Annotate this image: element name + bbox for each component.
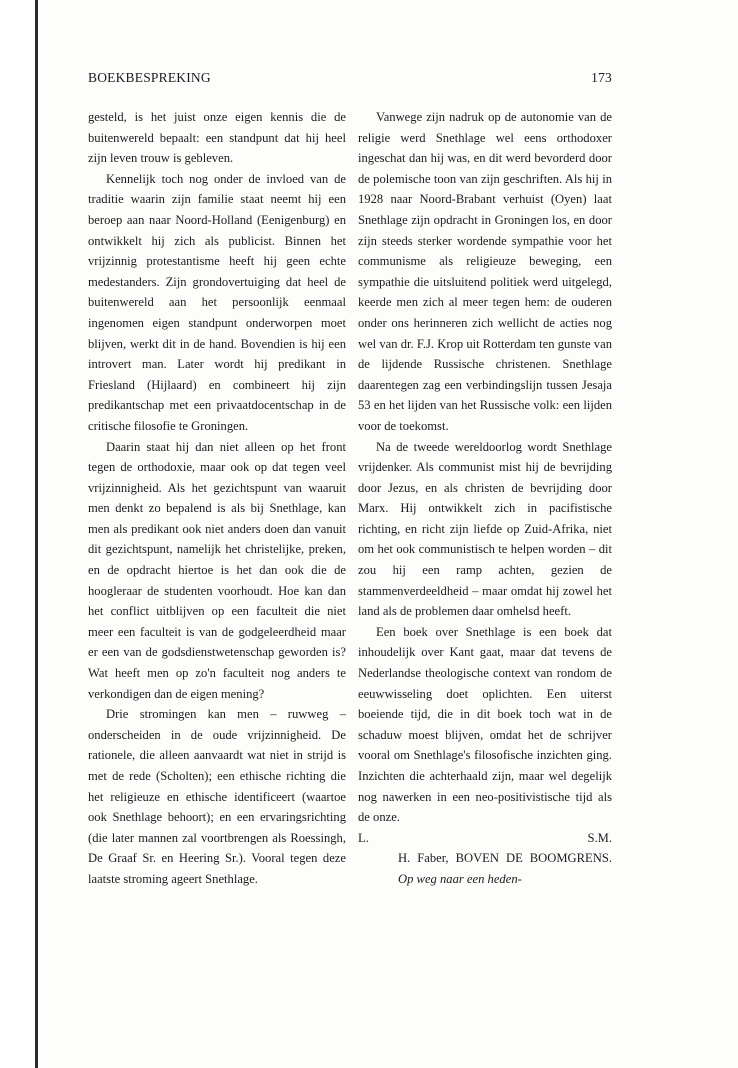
- paragraph: Daarin staat hij dan niet alleen op het front tegen de orthodoxie, maar ook op dat tegen veel vrijzinnigheid. Als het gezichtspunt van waaruit men denkt zo bepalend is als bij Snethlage, kan men als predikant ook niet anders doen dan vanuit dit gezichtspunt, namelijk het christelijke, preken, en de opdracht hiertoe is het dan ook die de hoogleraar de studenten voorhoudt. Hoe kan dan het conflict uitblijven op een faculteit die niet meer een faculteit is van de godgeleerdheid maar er een van de godsdienstwetenschap geworden is? Wat heeft men op zo'n faculteit nog anders te verkondigen dan de eigen mening?: [88, 439, 346, 701]
- paragraph: Drie stromingen kan men – ruwweg – onderscheiden in de oude vrijzinnigheid. De rationele, die alleen aanvaardt wat niet in strijd is met de rede (Scholten); een ethische richting die het religieuze en ethische identificeert (waartoe ook Snethlage behoort); en een ervaringsrichting (die later mannen zal voortbrengen als Roessingh, De Graaf Sr. en Heering Sr.). Vooral tegen deze laatste stroming ageert Snethlage.: [88, 707, 346, 886]
- paragraph: gesteld, is het juist onze eigen kennis die de buitenwereld bepaalt: een standpunt dat hij heel zijn leven trouw is gebleven.: [88, 110, 346, 166]
- paragraph: Vanwege zijn nadruk op de autonomie van de religie werd Snethlage wel eens orthodoxer ingeschat dan hij was, en dit werd bevorderd door de polemische toon van zijn geschriften. Als hij in 1928 naar Noord-Brabant verhuist (Oyen) laat Snethlage zijn opdracht in Groningen los, en door zijn steeds sterker wordende sympathie voor het communisme als religieuze beweging, een sympathie die uitsluitend politiek werd uitgelegd, keerde men zich al meer tegen hem: de ouderen onder ons herinneren zich wellicht de acties nog wel van dr. F.J. Krop uit Rotterdam ten gunste van de lijdende Russische christenen. Snethlage daarentegen zag een verbindingslijn tussen Jesaja 53 en het lijden van het Russische volk: een lijden voor de toekomst.: [358, 110, 612, 433]
- page-number: 173: [591, 70, 612, 85]
- binding-margin: [0, 0, 35, 1068]
- signature-initials: S.M.: [587, 830, 612, 845]
- right-column: [358, 107, 612, 890]
- left-column: [88, 107, 346, 890]
- binding-edge: [35, 0, 38, 1068]
- next-review-heading: [358, 848, 612, 889]
- next-review-subtitle: Op weg naar een heden-: [398, 871, 522, 886]
- next-review-title: H. Faber, BOVEN DE BOOMGRENS.: [398, 851, 612, 866]
- paragraph: Kennelijk toch nog onder de invloed van de traditie waarin zijn familie staat neemt hij een beroep aan naar Noord-Holland (Eenigenburg) en ontwikkelt hij zich als publicist. Binnen het vrijzinnig protestantisme heeft hij geen echte medestanders. Zijn grondovertuiging dat heel de buitenwereld aan het persoonlijk eenmaal ingenomen eigen standpunt onderworpen moet blijven, werkt dit in de hand. Bovendien is hij een introvert man. Later wordt hij predikant in Friesland (Hijlaard) en combineert hij zijn predikantschap met een privaatdocentschap in de critische filosofie te Groningen.: [88, 171, 346, 433]
- signature-place: L.: [358, 830, 369, 845]
- paragraph: Een boek over Snethlage is een boek dat inhoudelijk over Kant gaat, maar dat tevens de Nederlandse theologische context van rondom de eeuwwisseling doet oplichten. Een uiterst boeiende tijd, die in dit boek toch wat in de schaduw moest blijven, omdat het de schrijver vooral om Snethlage's filosofische inzichten ging. Inzichten die achterhaald zijn, maar wel degelijk nog nawerken in een neo-positivistische tijd als de onze.: [358, 624, 612, 825]
- paragraph: Na de tweede wereldoorlog wordt Snethlage vrijdenker. Als communist mist hij de bevrijding door Jezus, en als christen de bevrijding door Marx. Hij ontwikkelt zich in pacifistische richting, en richt zijn liefde op Zuid-Afrika, niet om het ook communistisch te helpen worden – dit zou hij een ramp achten, gezien de stammenverdeeldheid – maar omdat hij zowel het land als de problemen daar omhelsd heeft.: [358, 439, 612, 619]
- review-signature: [358, 828, 612, 849]
- running-head-title: BOEKBESPREKING: [88, 70, 211, 85]
